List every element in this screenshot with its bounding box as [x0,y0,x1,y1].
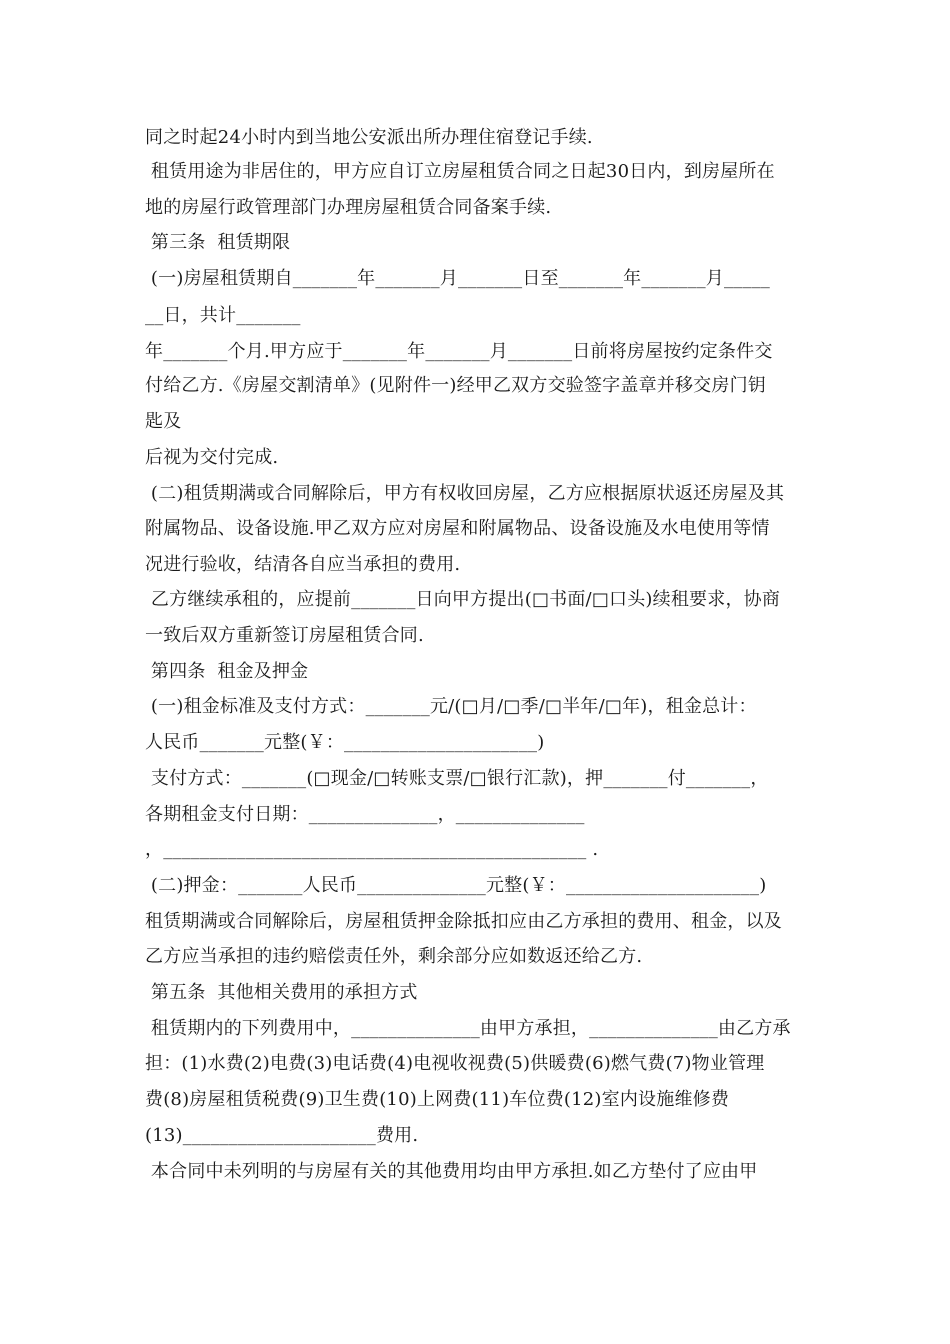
text-line: 担：(1)水费(2)电费(3)电话费(4)电视收视费(5)供暖费(6)燃气费(7)物业管理 [145,1053,765,1074]
section-heading: 第三条 租赁期限 [145,232,291,253]
text-line: (13)_____________________费用. [145,1125,419,1146]
text-line: 本合同中未列明的与房屋有关的其他费用均由甲方承担.如乙方垫付了应由甲 [145,1161,758,1182]
text-line: (一)租金标准及支付方式：_______元/(□月/□季/□半年/□年)，租金总计： [145,696,757,717]
text-line: 租赁期内的下列费用中，______________由甲方承担，______________由乙方承 [145,1018,791,1039]
text-line: ，______________________________________________ . [145,839,599,860]
text-line: 年_______个月.甲方应于_______年_______月_______日前将房屋按约定条件交 [145,341,773,362]
text-line: 况进行验收，结清各自应当承担的费用. [145,554,461,575]
text-line: 租赁用途为非居住的，甲方应自订立房屋租赁合同之日起30日内，到房屋所在 [145,161,775,182]
text-line: 乙方应当承担的违约赔偿责任外，剩余部分应如数返还给乙方. [145,946,643,967]
text-line: 付给乙方.《房屋交割清单》(见附件一)经甲乙双方交验签字盖章并移交房门钥 [145,375,766,396]
section-heading: 第五条 其他相关费用的承担方式 [145,982,418,1003]
text-line: 地的房屋行政管理部门办理房屋租赁合同备案手续. [145,197,552,218]
text-line: 一致后双方重新签订房屋租赁合同. [145,625,424,646]
text-line: (二)押金：_______人民币______________元整(￥：_____________________) [145,875,767,896]
text-line: 后视为交付完成. [145,447,279,468]
text-line: 同之时起24小时内到当地公安派出所办理住宿登记手续. [145,127,593,148]
text-line: 支付方式：_______(□现金/□转账支票/□银行汇款)，押_______付_______， [145,768,769,789]
text-line: 费(8)房屋租赁税费(9)卫生费(10)上网费(11)车位费(12)室内设施维修费 [145,1089,730,1110]
text-line: 匙及 [145,411,182,432]
text-line: 人民币_______元整(￥：_____________________) [145,732,545,753]
text-line: (二)租赁期满或合同解除后，甲方有权收回房屋，乙方应根据原状返还房屋及其 [145,483,785,504]
text-line: 各期租金支付日期：______________，______________ [145,804,585,825]
text-line: 附属物品、设备设施.甲乙双方应对房屋和附属物品、设备设施及水电使用等情 [145,518,770,539]
text-line: 租赁期满或合同解除后，房屋租赁押金除抵扣应由乙方承担的费用、租金，以及 [145,911,782,932]
text-line: __日，共计_______ [145,305,301,326]
section-heading: 第四条 租金及押金 [145,661,309,682]
text-line: (一)房屋租赁期自_______年_______月_______日至_______年_______月_____ [145,268,770,289]
text-line: 乙方继续承租的，应提前_______日向甲方提出(□书面/□口头)续租要求，协商 [145,589,781,610]
